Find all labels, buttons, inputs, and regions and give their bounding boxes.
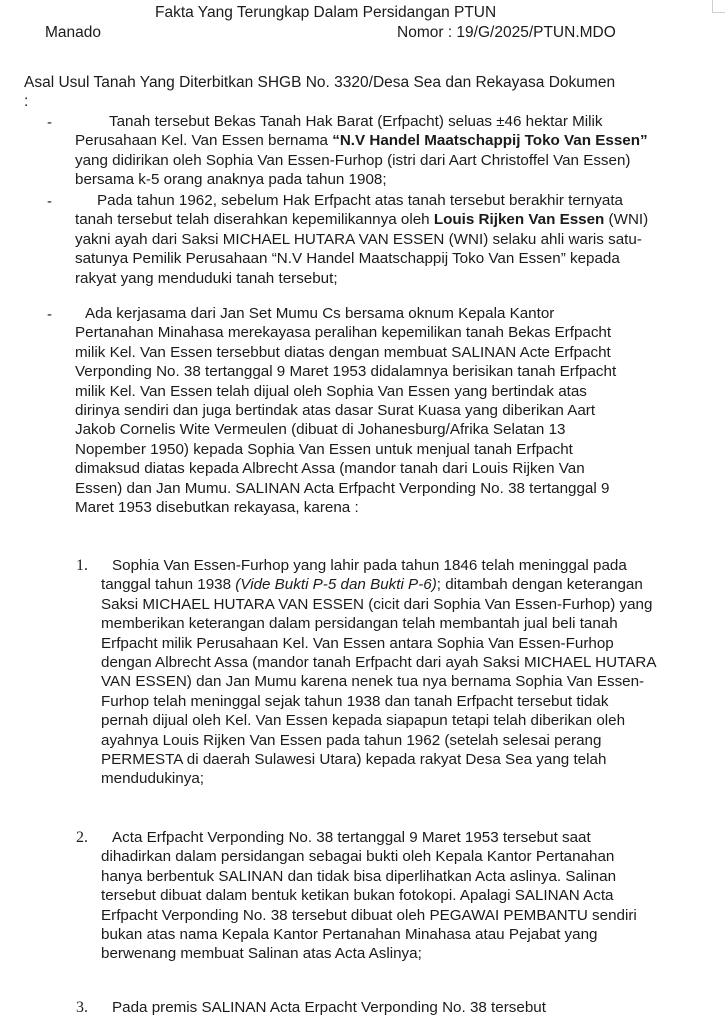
evidence-reference: (Vide Bukti P-5 dan Bukti P-6) <box>235 576 437 594</box>
list-number-2: 2. <box>76 829 88 846</box>
person-name: Louis Rijken Van Essen <box>433 211 605 229</box>
numbered-1-text-cont: ; ditambah dengan keterangan Saksi MICHAEL HUTARA VAN ESSEN (cicit dari Sophia Van Essen-Furhop) yang memberikan keterangan dalam persidangan telah membantah jual beli tanah Erfpacht milik Perusahaan Kel. Van Essen antara Sophia Van Essen-Furhop dengan Albrecht Assa (mandor tanah Erfpacht dari ayah Saksi MICHAEL HUTARA VAN ESSEN) dan Jan Mumu karena nenek tua nya bernama Sophia Van Essen-Furhop telah meninggal sejak tahun 1938 dan tanah Erfpacht tersebut tidak pernah dijual oleh Kel. Van Essen kepada siapapun tetapi telah diberikan oleh ayahnya Louis Rijken Van Essen pada tahun 1962 (setelah selesai perang PERMESTA di daerah Sulawesi Utara) kepada rakyat Desa Sea yang telah mendudukinya; <box>101 576 656 788</box>
bullet-paragraph-3: Ada kerjasama dari Jan Set Mumu Cs bersama oknum Kepala Kantor Pertanahan Minahasa merekayasa peralihan kepemilikan tanah Bekas Erfpacht milik Kel. Van Essen tersebbut diatas dengan membuat SALINAN Acte Erfpacht Verponding No. 38 tertanggal 9 Maret 1953 didalamnya berisikan tanah Erfpacht milik Kel. Van Essen telah dijual oleh Sophia Van Essen yang bertindak atas dirinya sendiri dan juga bertindak atas dasar Surat Kuasa yang diberikan Aart Jakob Cornelis Wite Vermeulen (dibuat di Johanesburg/Afrika Selatan 13 Nopember 1950) kepada Sophia Van Essen untuk menjual tanah Erfpacht dimaksud diatas kepada Albrecht Assa (mandor tanah dari Louis Rijken Van Essen) dan Jan Mumu. SALINAN Acta Erfpacht Verponding No. 38 tertanggal 9 Maret 1953 disebutkan rekayasa, karena : <box>75 305 617 517</box>
company-name: “N.V Handel Maatschappij Toko Van Essen” <box>332 132 648 150</box>
bullet-paragraph-1 <box>75 112 653 190</box>
bullet-2-text: Pada tahun 1962, sebelum Hak Erfpacht atas tanah tersebut berakhir ternyata tanah tersebut telah diserahkan kepemilikannya oleh <box>75 192 623 229</box>
numbered-paragraph-1 <box>101 556 657 789</box>
list-number-1: 1. <box>76 557 88 574</box>
bullet-1-text: Tanah tersebut Bekas Tanah Hak Barat (Erfpacht) seluas ±46 hektar Milik Perusahaan Kel. Van Essen bernama <box>75 113 603 150</box>
list-number-3: 3. <box>76 999 88 1016</box>
bullet-2-text-cont: (WNI) yakni ayah dari Saksi MICHAEL HUTARA VAN ESSEN (WNI) selaku ahli waris satu-satunya Pemilik Perusahaan “N.V Handel Maatschappij Toko Van Essen” kepada rakyat yang menduduki tanah tersebut; <box>75 211 649 287</box>
bullet-1-text-cont: yang didirikan oleh Sophia Van Essen-Furhop (istri dari Aart Christoffel Van Essen) bersama k-5 orang anaknya pada tahun 1908; <box>75 151 631 189</box>
bullet-dash: - <box>47 306 52 323</box>
bullet-paragraph-2 <box>75 191 657 288</box>
bullet-dash: - <box>47 193 52 210</box>
numbered-paragraph-3: Pada premis SALINAN Acta Erpacht Verponding No. 38 tersebut <box>112 999 546 1016</box>
page-corner <box>712 0 725 13</box>
document-title: Fakta Yang Terungkap Dalam Persidangan PTUN <box>155 4 497 21</box>
header-place: Manado <box>45 24 102 41</box>
case-number: Nomor : 19/G/2025/PTUN.MDO <box>397 24 616 41</box>
numbered-paragraph-2: Acta Erfpacht Verponding No. 38 tertanggal 9 Maret 1953 tersebut saat dihadirkan dalam persidangan sebagai bukti oleh Kepala Kantor Pertanahan hanya berbentuk SALINAN dan tidak bisa diperlihatkan Acta aslinya. Salinan tersebut dibuat dalam bentuk ketikan bukan fotokopi. Apalagi SALINAN Acta Erfpacht Verponding No. 38 tersebut dibuat oleh PEGAWAI PEMBANTU sendiri bukan atas nama Kepala Kantor Pertanahan Minahasa atau Pejabat yang berwenang membuat Salinan atas Acta Aslinya; <box>101 829 637 963</box>
section-colon: : <box>24 93 29 110</box>
numbered-1-text: Sophia Van Essen-Furhop yang lahir pada tahun 1846 telah meninggal pada tanggal tahun 1938 <box>101 557 627 594</box>
section-title: Asal Usul Tanah Yang Diterbitkan SHGB No. 3320/Desa Sea dan Rekayasa Dokumen <box>24 74 616 91</box>
bullet-dash: - <box>47 114 52 131</box>
